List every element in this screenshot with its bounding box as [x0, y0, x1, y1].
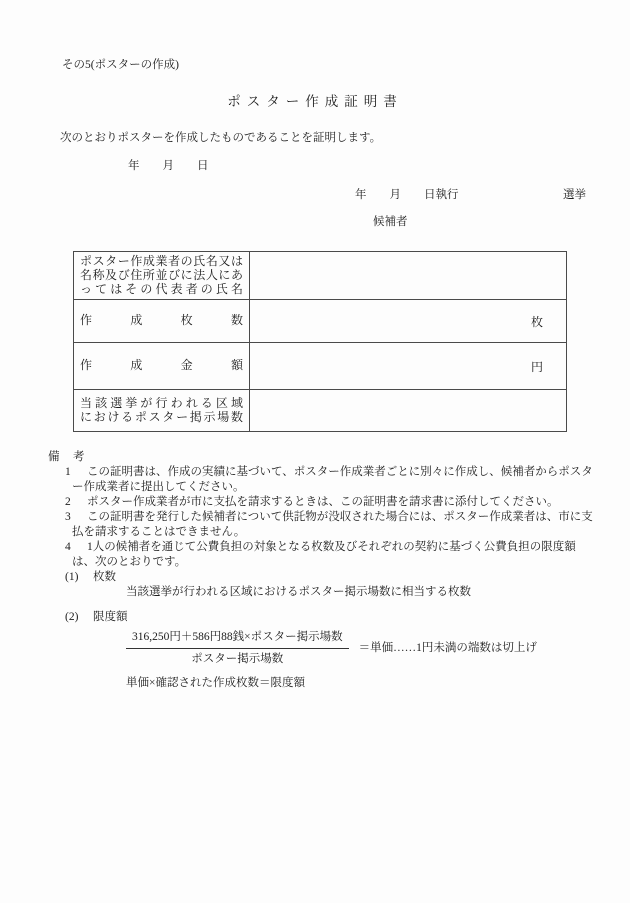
cost-value-cell — [249, 342, 566, 389]
formula-fraction — [126, 630, 349, 667]
sub-item-label: 枚数 — [93, 571, 116, 583]
notes-heading: 備 考 — [48, 451, 86, 463]
sub-item-sheets — [65, 570, 598, 585]
note-item-1 — [42, 465, 598, 495]
sheet-count-value-cell — [249, 299, 566, 342]
sheet-count-unit: 枚 — [530, 314, 543, 329]
certificate-table — [73, 251, 567, 432]
table-row-maker-name — [74, 252, 566, 299]
cost-label-cell — [74, 342, 249, 389]
poster-sites-label-cell — [74, 389, 249, 431]
note-number: 1 — [65, 466, 71, 478]
fraction-numerator: 316,250円＋586円88銭×ポスター掲示場数 — [126, 630, 349, 649]
unit-price-formula — [126, 630, 598, 667]
election-date-line: 年 月 日執行 — [355, 189, 459, 201]
poster-sites-value-cell — [249, 389, 566, 431]
form-number-label: その5(ポスターの作成) — [62, 59, 179, 71]
note-item-3 — [42, 510, 598, 540]
table-row-sheet-count — [74, 299, 566, 342]
note-number: 3 — [65, 511, 71, 523]
maker-name-label-cell — [74, 252, 249, 299]
election-label: 選挙 — [563, 189, 586, 201]
candidate-label: 候補者 — [373, 216, 408, 228]
note-item-2 — [42, 495, 598, 510]
note-number: 4 — [65, 541, 71, 553]
note-text: この証明書を発行した候補者について供託物が没収された場合には、ポスター作成業者は、市に支払を請求することはできません。 — [72, 511, 593, 538]
note-text: この証明書は、作成の実績に基づいて、ポスター作成業者ごとに別々に作成し、候補者からポスター作成業者に提出してください。 — [72, 466, 593, 493]
limit-formula: 単価×確認された作成枚数＝限度額 — [126, 677, 305, 689]
sub-item-limit — [65, 610, 598, 625]
sub-item-label: 限度額 — [93, 611, 128, 623]
sheet-count-label-cell — [74, 299, 249, 342]
cost-label: 作成金額 — [80, 358, 243, 373]
maker-name-label-line: ポスター作成業者の氏名又は — [80, 254, 243, 268]
sub-item-sheets-detail: 当該選挙が行われる区域におけるポスター掲示場数に相当する枚数 — [126, 586, 471, 598]
notes-section — [42, 450, 598, 691]
sheet-count-label: 作成枚数 — [80, 313, 243, 328]
table-row-poster-sites — [74, 389, 566, 431]
poster-sites-label-line: におけるポスター掲示場数 — [80, 409, 243, 424]
intro-sentence: 次のとおりポスターを作成したものであることを証明します。 — [60, 132, 382, 144]
note-number: 2 — [65, 496, 71, 508]
cost-unit: 円 — [530, 359, 543, 374]
note-item-4 — [42, 540, 598, 570]
maker-name-label-line: ってはその代表者の氏名 — [80, 281, 243, 296]
note-sub-items — [42, 570, 598, 691]
issue-date-line: 年 月 日 — [128, 160, 209, 172]
fraction-denominator: ポスター掲示場数 — [191, 653, 284, 665]
table-row-cost — [74, 342, 566, 389]
formula-result: ＝単価……1円未満の端数は切上げ — [358, 642, 537, 654]
note-text: 1人の候補者を通じて公費負担の対象となる枚数及びそれぞれの契約に基づく公費負担の限度額は、次のとおりです。 — [72, 541, 576, 568]
poster-sites-label-line: 当該選挙が行われる区域 — [80, 395, 243, 410]
note-text: ポスター作成業者が市に支払を請求するときは、この証明書を請求書に添付してください。 — [87, 496, 559, 508]
sub-item-number: (2) — [65, 611, 79, 623]
sub-item-number: (1) — [65, 571, 79, 583]
maker-name-label-line: 名称及び住所並びに法人にあ — [80, 267, 243, 282]
certificate-title: ポスター作成証明書 — [227, 94, 403, 109]
maker-name-value-cell — [249, 252, 566, 299]
